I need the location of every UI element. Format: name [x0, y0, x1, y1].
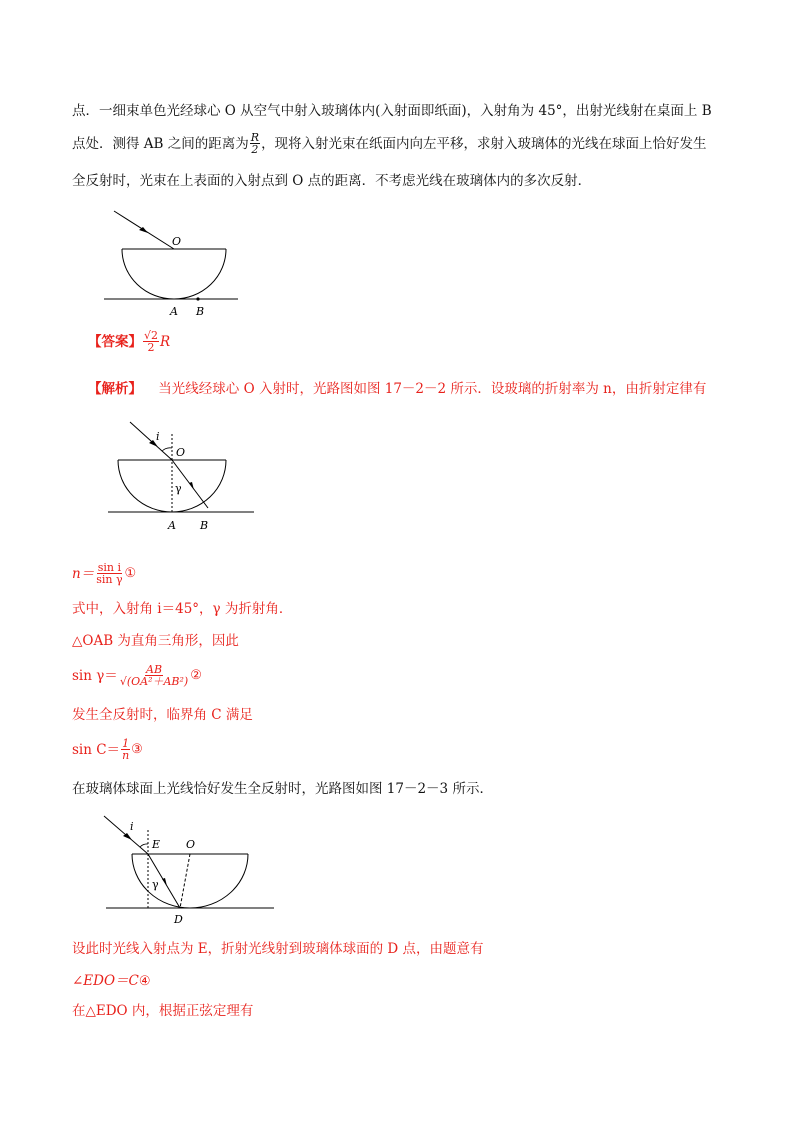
- label-i: i: [130, 820, 134, 833]
- refracted-arrow-icon: [189, 482, 194, 490]
- answer-numerator: √2: [144, 329, 159, 342]
- answer-denominator: 2: [147, 341, 155, 354]
- figure-1-diagram: [100, 205, 245, 320]
- incidence-text: 式中，入射角 i＝45°，γ 为折射角．: [72, 601, 293, 617]
- sine-law-line: [72, 1002, 732, 1020]
- eq1-marker: ①: [124, 565, 137, 581]
- sine-law-text: 在△EDO 内，根据正弦定理有: [72, 1003, 254, 1019]
- fraction-r-over-2: [250, 132, 260, 155]
- label-o: O: [176, 446, 186, 459]
- problem-text-2a: 点处．测得 AB 之间的距离为: [72, 135, 249, 152]
- eq1-fraction: [95, 562, 123, 585]
- label-d: D: [174, 913, 183, 926]
- point-b-dot: [196, 297, 199, 300]
- eq3-fraction: [121, 738, 130, 761]
- eq2-numerator: AB: [146, 663, 163, 676]
- set-point-line: [72, 940, 732, 958]
- eq2-lhs: sin γ＝: [72, 667, 118, 684]
- radius-dashed-line: [180, 854, 190, 908]
- critical-line: [72, 706, 732, 724]
- eq3-lhs: sin C＝: [72, 741, 121, 758]
- eq1-lhs: n＝: [72, 565, 95, 582]
- set-point-text: 设此时光线入射点为 E，折射光线射到玻璃体球面的 D 点，由题意有: [72, 941, 484, 957]
- angle-i-arc: [140, 844, 148, 847]
- eq3-denominator: n: [122, 749, 130, 762]
- problem-line-3: [72, 172, 732, 190]
- figure-3-intro-line: [72, 780, 732, 798]
- analysis-tag: 【解析】: [88, 381, 142, 397]
- label-e: E: [152, 838, 161, 851]
- problem-line-1: [72, 102, 732, 120]
- label-o: O: [186, 838, 196, 851]
- angle-i-arc: [162, 448, 172, 451]
- refracted-arrow-icon: [162, 878, 167, 886]
- incidence-line: [72, 600, 732, 618]
- label-a: A: [170, 305, 178, 318]
- problem-text-3: 全反射时，光束在上表面的入射点到 O 点的距离．不考虑光线在玻璃体内的多次反射．: [72, 173, 592, 189]
- eq3-marker: ③: [131, 741, 143, 757]
- eq1-numerator: sin i: [97, 561, 121, 574]
- label-gamma: γ: [175, 482, 182, 495]
- eq2-marker: ②: [190, 667, 202, 683]
- eq2-fraction: [119, 664, 189, 687]
- label-b: B: [196, 305, 205, 318]
- equation-2: [72, 664, 732, 687]
- analysis-intro: 当光线经球心 O 入射时，光路图如图 17－2－2 所示．设玻璃的折射率为 n，由折射定律有: [158, 381, 707, 397]
- figure-3-intro-text: 在玻璃体球面上光线恰好发生全反射时，光路图如图 17－2－3 所示．: [72, 781, 493, 797]
- label-i: i: [156, 430, 160, 443]
- label-a: A: [168, 519, 176, 532]
- label-gamma: γ: [152, 878, 159, 891]
- triangle-text: △OAB 为直角三角形，因此: [72, 633, 239, 649]
- answer-fraction: [143, 330, 159, 353]
- eq4-text: ∠EDO＝C: [72, 973, 139, 989]
- answer-tag: 【答案】: [88, 333, 142, 350]
- fraction-denominator: 2: [251, 143, 259, 156]
- answer-line: [72, 330, 732, 353]
- incident-ray: [130, 422, 172, 460]
- answer-variable: R: [160, 333, 171, 350]
- glass-hemisphere-arc: [122, 249, 226, 299]
- problem-text-2b: ，现将入射光束在纸面内向左平移，求射入玻璃体的光线在球面上恰好发生: [261, 135, 707, 152]
- figure-2-diagram: [100, 412, 260, 537]
- label-b: B: [200, 519, 209, 532]
- problem-text-1: 点．一细束单色光经球心 O 从空气中射入玻璃体内(入射面即纸面)，入射角为 45°，出射光线射在桌面上 B: [72, 103, 712, 119]
- equation-3: [72, 738, 732, 761]
- equation-4: [72, 972, 732, 991]
- triangle-line: [72, 632, 732, 650]
- eq1-denominator: sin γ: [96, 573, 123, 586]
- label-o: O: [172, 235, 182, 248]
- glass-hemisphere-arc: [132, 854, 248, 908]
- eq3-numerator: 1: [122, 737, 130, 750]
- analysis-line: [72, 380, 732, 398]
- equation-1: [72, 562, 732, 585]
- problem-line-2: [72, 132, 732, 155]
- eq2-denominator: √(OA²＋AB²): [119, 675, 189, 688]
- figure-3-diagram: [100, 808, 280, 933]
- fraction-numerator: R: [250, 131, 260, 144]
- critical-text: 发生全反射时，临界角 C 满足: [72, 707, 253, 723]
- eq4-marker: ④: [138, 974, 151, 989]
